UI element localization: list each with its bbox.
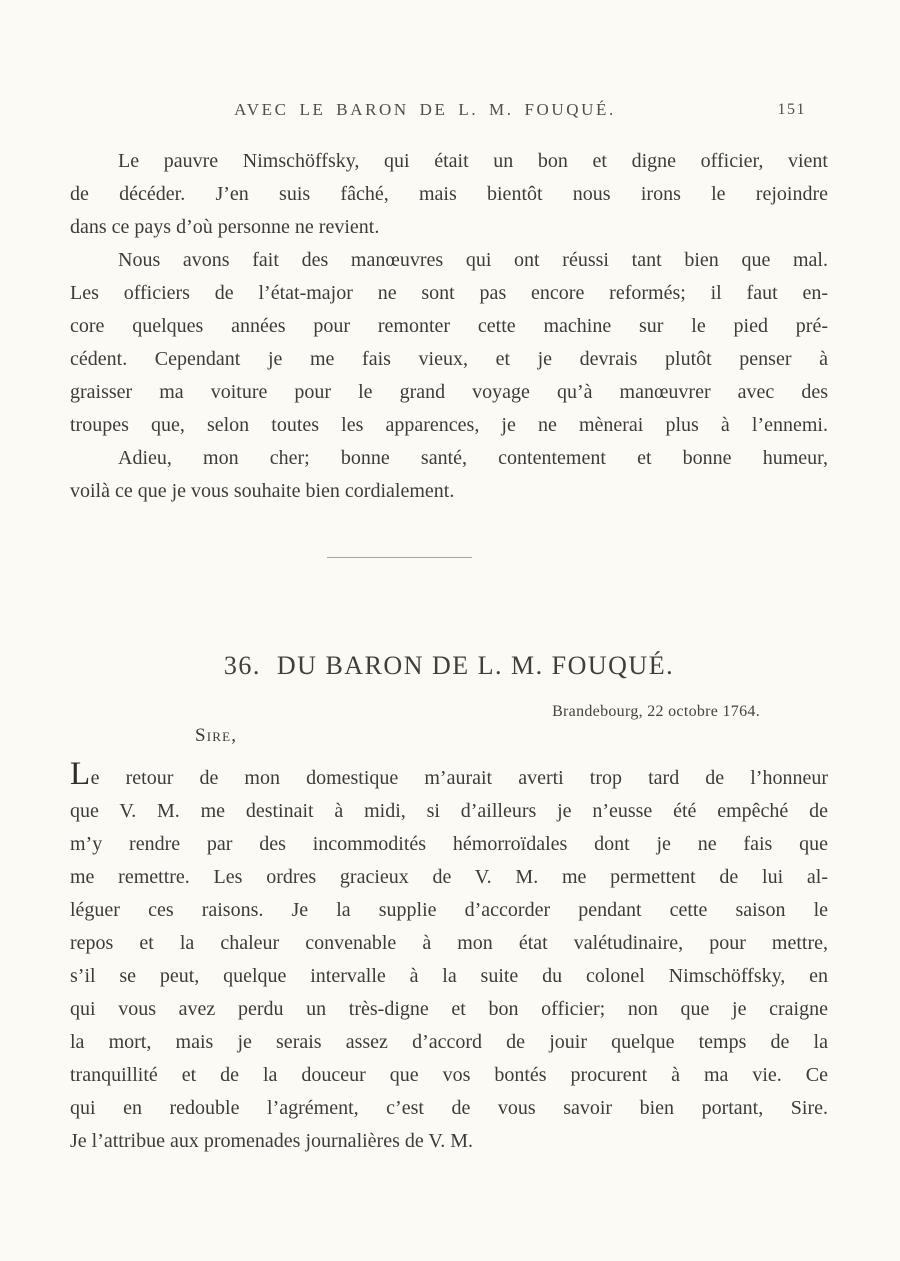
section-divider xyxy=(327,557,472,558)
text-line: Les officiers de l’état-major ne sont pas encore reformés; il faut en- xyxy=(70,282,828,304)
letter-number: 36. xyxy=(223,651,261,680)
text-line: s’il se peut, quelque intervalle à la suite du colonel Nimschöffsky, en xyxy=(70,965,828,987)
text-line: repos et la chaleur convenable à mon état valétudinaire, pour mettre, xyxy=(70,932,828,954)
page-header xyxy=(70,100,828,122)
text-line: core quelques années pour remonter cette machine sur le pied pré- xyxy=(70,315,828,337)
text-line: cédent. Cependant je me fais vieux, et je devrais plutôt penser à xyxy=(70,348,828,370)
text-line: graisser ma voiture pour le grand voyage qu’à manœuvrer avec des xyxy=(70,381,828,403)
text-line: que V. M. me destinait à midi, si d’ailleurs je n’eusse été empêché de xyxy=(70,800,828,822)
first-line-text: e retour de mon domestique m’aurait averti trop tard de l’honneur xyxy=(90,767,828,789)
text-line: Je l’attribue aux promenades journalières de V. M. xyxy=(70,1130,474,1152)
text-line: m’y rendre par des incommodités hémorroïdales dont je ne fais que xyxy=(70,833,828,855)
text-line: dans ce pays d’où personne ne revient. xyxy=(70,216,380,238)
text-line: voilà ce que je vous souhaite bien cordialement. xyxy=(70,480,455,502)
text-line: Adieu, mon cher; bonne santé, contentement et bonne humeur, xyxy=(118,447,828,469)
page-number: 151 xyxy=(777,101,806,118)
letter-heading xyxy=(70,648,828,684)
letter-36-text xyxy=(70,762,828,1158)
text-line: troupes que, selon toutes les apparences, je ne mènerai plus à l’ennemi. xyxy=(70,414,828,436)
text-line: Nous avons fait des manœuvres qui ont réussi tant bien que mal. xyxy=(118,249,828,271)
text-line: qui en redouble l’agrément, c’est de vous savoir bien portant, Sire. xyxy=(70,1097,828,1119)
text-line xyxy=(70,762,828,795)
initial-capital: L xyxy=(70,762,91,792)
previous-letter-text xyxy=(70,145,828,508)
running-title: AVEC LE BARON DE L. M. FOUQUÉ. xyxy=(234,100,616,119)
text-line: la mort, mais je serais assez d’accord de jouir quelque temps de la xyxy=(70,1031,828,1053)
text-line: tranquillité et de la douceur que vos bontés procurent à ma vie. Ce xyxy=(70,1064,828,1086)
text-line: de décéder. J’en suis fâché, mais bientôt nous irons le rejoindre xyxy=(70,183,828,205)
salutation: Sire, xyxy=(195,725,238,746)
text-line: léguer ces raisons. Je la supplie d’accorder pendant cette saison le xyxy=(70,899,828,921)
dateline: Brandebourg, 22 octobre 1764. xyxy=(552,703,760,720)
text-line: Le pauvre Nimschöffsky, qui était un bon et digne officier, vient xyxy=(118,150,828,172)
text-line: me remettre. Les ordres gracieux de V. M. me permettent de lui al- xyxy=(70,866,828,888)
text-line: qui vous avez perdu un très-digne et bon officier; non que je craigne xyxy=(70,998,828,1020)
letter-heading-title: DU BARON DE L. M. FOUQUÉ. xyxy=(276,651,675,680)
